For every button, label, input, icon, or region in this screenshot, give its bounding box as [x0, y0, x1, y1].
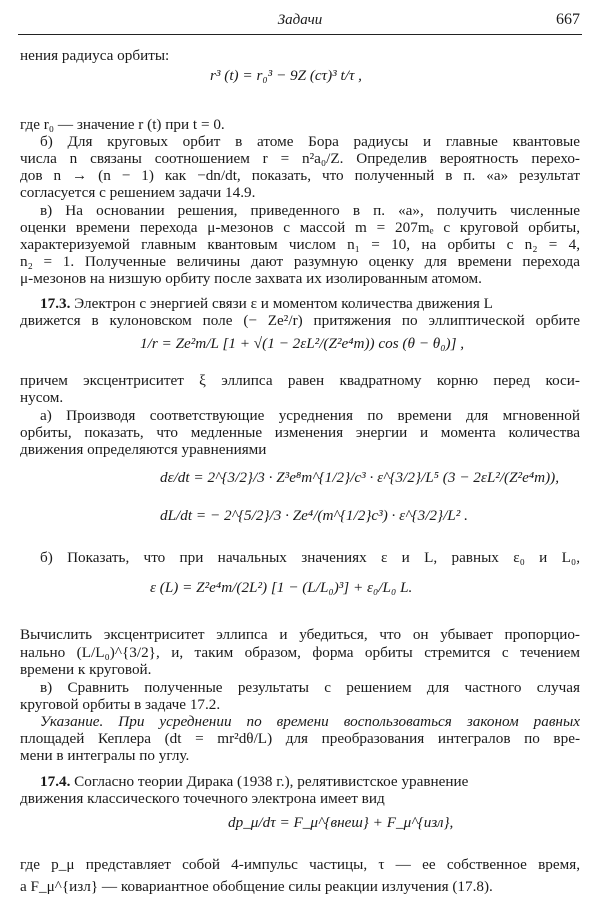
text-line: площадей Кеплера (dt = mr²dθ/L) для преобразования интегралов по вре- — [20, 730, 580, 747]
equation-energy-rate — [160, 470, 559, 485]
equation-text: 1/r = Ze²m/L [1 + √(1 − 2εL²/(Z²e⁴m)) cos (θ − θ₀)] , — [140, 335, 465, 352]
problem-number: 17.3. — [40, 295, 71, 312]
text-line: движения определяются уравнениями — [20, 441, 267, 458]
equation-text: r³ (t) = r₀³ − 9Z (cτ)³ t/τ , — [210, 67, 362, 84]
text-line: дов n → (n − 1) как −dn/dt, показать, что полученный в п. «а» результат — [20, 167, 580, 184]
equation-text: ε (L) = Z²e⁴m/(2L²) [1 − (L/L₀)³] + ε₀/L₀ L. — [150, 579, 413, 596]
equation-text: dL/dt = − 2^{5/2}/3 · Ze⁴/(m^{1/2}c³) · ε^{3/2}/L² . — [160, 507, 468, 524]
problem-17-4-first-line — [40, 774, 580, 789]
text-line: движется в кулоновском поле (− Ze²/r) притяжения по эллиптической орбите — [20, 312, 580, 329]
text-line: орбиты, показать, что медленные изменения энергии и момента количества — [20, 424, 580, 441]
text-line: причем эксцентриситет ξ эллипса равен квадратному корню перед коси- — [20, 372, 580, 389]
equation-momentum-rate — [160, 508, 468, 523]
text-line: Вычислить эксцентриситет эллипса и убедиться, что он убывает пропорцио- — [20, 626, 580, 643]
text-line: б) Показать, что при начальных значениях ε и L, равных ε₀ и L₀, — [40, 549, 580, 566]
hint-line: Указание. При усреднении по времени воспользоваться законом равных — [40, 713, 580, 730]
header-title: Задачи — [277, 12, 323, 28]
equation-energy-of-L — [150, 580, 412, 595]
text-line: характеризуемой главным квантовым числом n₁ = 10, на орбиты с n₂ = 4, — [20, 236, 580, 253]
equation-text: dε/dt = 2^{3/2}/3 · Z³e⁸m^{1/2}/c³ · ε^{3/2}/L⁵ (3 − 2εL²/(Z²e⁴m)), — [160, 469, 560, 486]
equation-dirac — [228, 815, 453, 830]
text-line: б) Для круговых орбит в атоме Бора радиусы и главные квантовые — [40, 133, 580, 150]
problem-17-3-first-line — [40, 296, 580, 311]
text-line: нусом. — [20, 389, 64, 406]
text-line: где r₀ — значение r (t) при t = 0. — [20, 116, 225, 133]
text-line: оценки времени перехода μ-мезонов с массой m = 207mₑ с круговой орбиты, — [20, 219, 580, 236]
text-line: согласуется с решением задачи 14.9. — [20, 184, 256, 201]
text-line: в) Сравнить полученные результаты с решением для частного случая — [40, 679, 580, 696]
equation-text: dp_μ/dτ = F_μ^{внеш} + F_μ^{изл}, — [228, 814, 454, 831]
text-line: где p_μ представляет собой 4-импульс частицы, τ — ее собственное время, — [20, 856, 580, 873]
text-line: числа n связаны соотношением r = n²a₀/Z. Определив вероятность перехо- — [20, 150, 580, 167]
problem-number: 17.4. — [40, 773, 71, 790]
page-number: 667 — [556, 11, 580, 28]
text-line: в) На основании решения, приведенного в п. «а», получить численные — [40, 202, 580, 219]
text-line: мени в интегралы по углу. — [20, 747, 190, 764]
running-header — [18, 10, 582, 35]
text-line: n₂ = 1. Полученные величины дают разумную оценку для времени перехода — [20, 253, 580, 270]
text-line: движения классического точечного электрона имеет вид — [20, 790, 385, 807]
text-line: μ-мезонов на низшую орбиту после захвата их изолированным атомом. — [20, 270, 482, 287]
text-line: нально (L/L₀)^{3/2}, и, таким образом, форма орбиты стремится с течением — [20, 644, 580, 661]
text-line: а) Производя соответствующие усреднения по времени для мгновенной — [40, 407, 580, 424]
text-line: нения радиуса орбиты: — [20, 47, 170, 64]
problem-text: Электрон с энергией связи ε и моментом количества движения L — [74, 295, 493, 312]
equation-radius — [210, 68, 362, 83]
text-line: времени к круговой. — [20, 661, 152, 678]
text-line: а F_μ^{изл} — ковариантное обобщение силы реакции излучения (17.8). — [20, 878, 493, 895]
equation-orbit — [140, 336, 464, 351]
text-line: круговой орбиты в задаче 17.2. — [20, 696, 221, 713]
problem-text: Согласно теории Дирака (1938 г.), релятивистское уравнение — [74, 773, 469, 790]
